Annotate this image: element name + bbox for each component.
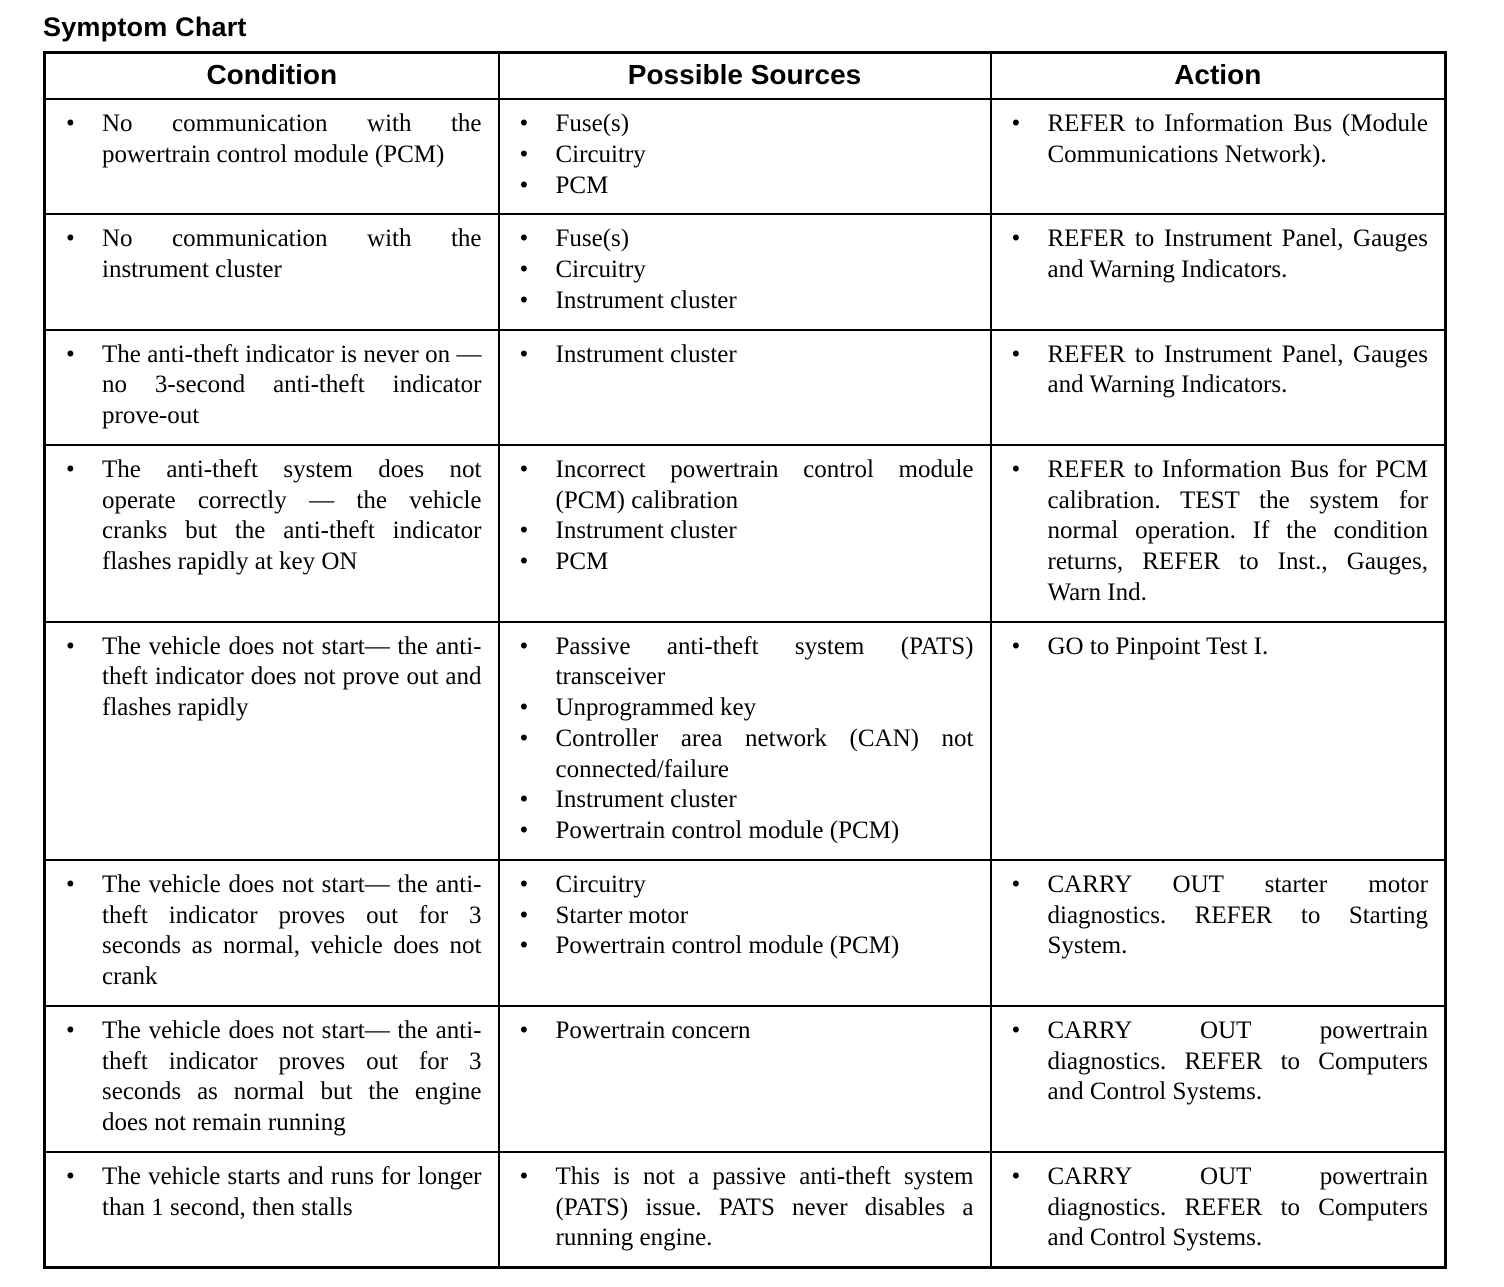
bullet-item: • Instrument cluster: [506, 340, 982, 371]
sources-cell: [499, 1006, 991, 1152]
bullet-item: • CARRY OUT starter motor diagnostics. REFER to Starting System.: [998, 870, 1437, 962]
bullet-item: • No communication with the powertrain control module (PCM): [52, 109, 490, 171]
bullet-list: [998, 455, 1437, 609]
bullet-item: • Circuitry: [506, 140, 982, 171]
column-header-condition: Condition: [45, 53, 499, 100]
bullet-list: [998, 340, 1437, 402]
table-row: [45, 99, 1446, 214]
condition-cell: [45, 860, 499, 1006]
bullet-list: [506, 340, 982, 371]
bullet-list: [998, 1016, 1437, 1108]
table-row: [45, 445, 1446, 622]
bullet-list: [506, 224, 982, 316]
bullet-list: [506, 632, 982, 847]
bullet-item: • The vehicle does not start— the anti-theft indicator proves out for 3 seconds as normal, vehicle does not crank: [52, 870, 490, 993]
table-header-row: [45, 53, 1446, 100]
action-cell: [991, 622, 1446, 860]
condition-cell: [45, 1006, 499, 1152]
bullet-item: • The anti-theft indicator is never on — no 3-second anti-theft indicator prove-out: [52, 340, 490, 432]
action-cell: [991, 445, 1446, 622]
bullet-item: • No communication with the instrument cluster: [52, 224, 490, 286]
bullet-list: [52, 632, 490, 724]
table-body: [45, 99, 1446, 1268]
condition-cell: [45, 1152, 499, 1268]
bullet-list: [998, 870, 1437, 962]
bullet-list: [52, 1016, 490, 1139]
table-row: [45, 214, 1446, 329]
bullet-item: • The vehicle does not start— the anti-theft indicator proves out for 3 seconds as normal but the engine does not remain running: [52, 1016, 490, 1139]
bullet-item: • Instrument cluster: [506, 286, 982, 317]
action-cell: [991, 860, 1446, 1006]
bullet-list: [52, 340, 490, 432]
bullet-item: • Powertrain control module (PCM): [506, 931, 982, 962]
condition-cell: [45, 214, 499, 329]
page-title: Symptom Chart: [43, 12, 247, 42]
bullet-item: • Instrument cluster: [506, 516, 982, 547]
bullet-item: • REFER to Instrument Panel, Gauges and Warning Indicators.: [998, 224, 1437, 286]
sources-cell: [499, 330, 991, 445]
action-cell: [991, 330, 1446, 445]
bullet-list: [52, 455, 490, 578]
bullet-list: [506, 1162, 982, 1254]
bullet-list: [52, 870, 490, 993]
bullet-item: • Starter motor: [506, 901, 982, 932]
bullet-item: • The vehicle does not start— the anti-theft indicator does not prove out and flashes rapidly: [52, 632, 490, 724]
bullet-list: [998, 1162, 1437, 1254]
sources-cell: [499, 214, 991, 329]
bullet-item: • Powertrain control module (PCM): [506, 816, 982, 847]
table-row: [45, 860, 1446, 1006]
bullet-item: • The vehicle starts and runs for longer than 1 second, then stalls: [52, 1162, 490, 1224]
bullet-item: • Unprogrammed key: [506, 693, 982, 724]
bullet-item: • Circuitry: [506, 255, 982, 286]
bullet-item: • REFER to Information Bus for PCM calibration. TEST the system for normal operation. If the condition returns, REFER to Inst., Gauges, Warn Ind.: [998, 455, 1437, 609]
bullet-item: • GO to Pinpoint Test I.: [998, 632, 1437, 663]
action-cell: [991, 214, 1446, 329]
bullet-list: [506, 1016, 982, 1047]
table-row: [45, 1152, 1446, 1268]
bullet-item: • REFER to Information Bus (Module Communications Network).: [998, 109, 1437, 171]
action-cell: [991, 1152, 1446, 1268]
bullet-item: • REFER to Instrument Panel, Gauges and Warning Indicators.: [998, 340, 1437, 402]
bullet-item: • CARRY OUT powertrain diagnostics. REFER to Computers and Control Systems.: [998, 1016, 1437, 1108]
bullet-item: • CARRY OUT powertrain diagnostics. REFER to Computers and Control Systems.: [998, 1162, 1437, 1254]
action-cell: [991, 99, 1446, 214]
table-row: [45, 622, 1446, 860]
condition-cell: [45, 330, 499, 445]
bullet-item: • Controller area network (CAN) not connected/failure: [506, 724, 982, 786]
bullet-item: • Fuse(s): [506, 224, 982, 255]
table-row: [45, 330, 1446, 445]
bullet-list: [506, 109, 982, 201]
action-cell: [991, 1006, 1446, 1152]
bullet-item: • PCM: [506, 171, 982, 202]
column-header-possible-sources: Possible Sources: [499, 53, 991, 100]
sources-cell: [499, 1152, 991, 1268]
condition-cell: [45, 99, 499, 214]
bullet-list: [998, 109, 1437, 171]
condition-cell: [45, 622, 499, 860]
bullet-list: [506, 870, 982, 962]
table-row: [45, 1006, 1446, 1152]
bullet-item: • Fuse(s): [506, 109, 982, 140]
sources-cell: [499, 445, 991, 622]
sources-cell: [499, 860, 991, 1006]
symptom-chart-table: [43, 51, 1447, 1269]
bullet-item: • Passive anti-theft system (PATS) transceiver: [506, 632, 982, 694]
bullet-list: [52, 224, 490, 286]
bullet-item: • Incorrect powertrain control module (PCM) calibration: [506, 455, 982, 517]
sources-cell: [499, 622, 991, 860]
bullet-item: • PCM: [506, 547, 982, 578]
bullet-item: • This is not a passive anti-theft system (PATS) issue. PATS never disables a running engine.: [506, 1162, 982, 1254]
bullet-list: [506, 455, 982, 578]
bullet-item: • Powertrain concern: [506, 1016, 982, 1047]
bullet-item: • Circuitry: [506, 870, 982, 901]
bullet-list: [998, 224, 1437, 286]
bullet-list: [52, 1162, 490, 1224]
bullet-list: [998, 632, 1437, 663]
bullet-item: • The anti-theft system does not operate correctly — the vehicle cranks but the anti-theft indicator flashes rapidly at key ON: [52, 455, 490, 578]
column-header-action: Action: [991, 53, 1446, 100]
condition-cell: [45, 445, 499, 622]
sources-cell: [499, 99, 991, 214]
bullet-list: [52, 109, 490, 171]
bullet-item: • Instrument cluster: [506, 785, 982, 816]
